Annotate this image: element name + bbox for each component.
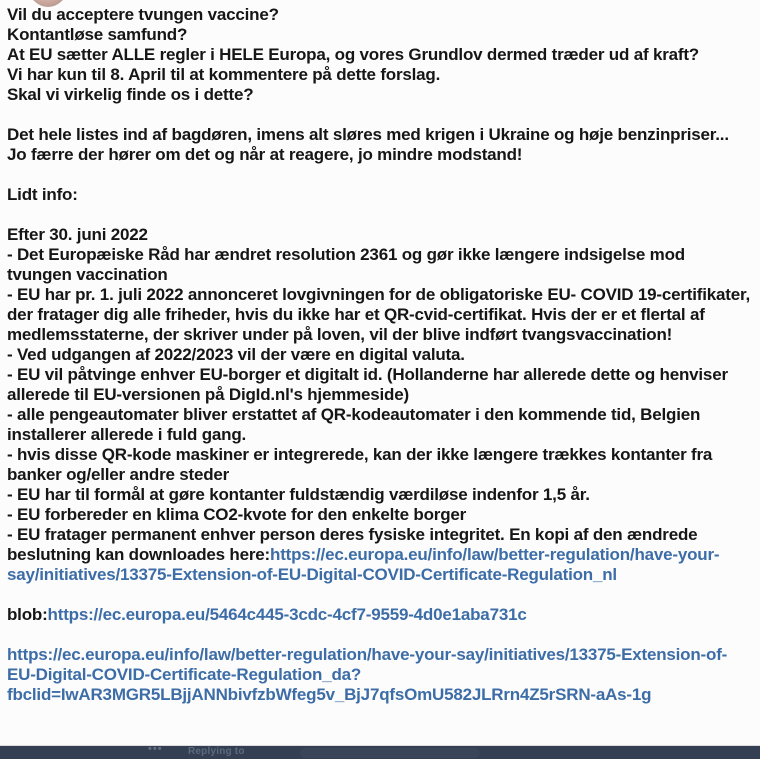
- post-link[interactable]: https://ec.europa.eu/info/law/better-regulation/have-your-say/initiatives/13375-Extension-of-EU-Digital-COVID-Certificate-Regulation_da?fbclid=IwAR3MGR5LBjjANNbivfzbWfeg5v_BjJ7qfsOmU582JLRrn4Z5rSRN-aAs-1g: [7, 645, 728, 704]
- post-link[interactable]: https://ec.europa.eu/5464c445-3cdc-4cf7-9559-4d0e1aba731c: [47, 605, 527, 624]
- blurred-username: [300, 748, 480, 758]
- post-line: [7, 365, 751, 405]
- post-text: Det hele listes ind af bagdøren, imens alt sløres med krigen i Ukraine og høje benzinpriser...: [7, 125, 729, 144]
- post-line: [7, 25, 751, 45]
- post-text: Kontantløse samfund?: [7, 25, 188, 44]
- post-line: [7, 245, 751, 285]
- post-line: [7, 645, 751, 705]
- blank-line: [7, 625, 751, 645]
- post-line: [7, 485, 751, 505]
- post-line: [7, 65, 751, 85]
- post-line: [7, 185, 751, 205]
- post-line: [7, 445, 751, 485]
- post-text: - EU fratager permanent enhver person deres fysiske integritet. En kopi af den ændrede beslutning kan downloades here:: [7, 525, 698, 564]
- post-text: - Ved udgangen af 2022/2023 vil der være en digital valuta.: [7, 345, 465, 364]
- post-line: [7, 345, 751, 365]
- post-text: - Det Europæiske Råd har ændret resolution 2361 og gør ikke længere indsigelse mod tvungen vaccination: [7, 245, 685, 284]
- post-text: - EU forbereder en klima CO2-kvote for den enkelte borger: [7, 505, 467, 524]
- post-text: - hvis disse QR-kode maskiner er integrerede, kan der ikke længere trækkes kontanter fra banker og/eller andre steder: [7, 445, 713, 484]
- post-line: [7, 505, 751, 525]
- blank-line: [7, 585, 751, 605]
- post-text: - EU vil påtvinge enhver EU-borger et digitalt id. (Hollanderne har allerede dette og henviser allerede til EU-versionen på DigId.nl's hjemmeside): [7, 365, 728, 404]
- post-line: [7, 125, 751, 145]
- post-text: Jo færre der hører om det og når at reagere, jo mindre modstand!: [7, 145, 523, 164]
- more-options-icon[interactable]: •••: [148, 745, 163, 755]
- post-text: At EU sætter ALLE regler i HELE Europa, og vores Grundlov dermed træder ud af kraft?: [7, 45, 699, 64]
- bottom-overlay-bar: [0, 745, 760, 759]
- replying-to-label: Replying to: [188, 746, 245, 757]
- post-text: blob:: [7, 605, 48, 624]
- post-line: [7, 145, 751, 165]
- post-line: [7, 85, 751, 105]
- post-text: - alle pengeautomater bliver erstattet af QR-kodeautomater i den kommende tid, Belgien installerer allerede i fuld gang.: [7, 405, 701, 444]
- blank-line: [7, 165, 751, 185]
- blank-line: [7, 105, 751, 125]
- post-line: [7, 45, 751, 65]
- post-text: Vi har kun til 8. April til at kommentere på dette forslag.: [7, 65, 441, 84]
- post-line: [7, 605, 751, 625]
- post-text: - EU har pr. 1. juli 2022 annonceret lovgivningen for de obligatoriske EU- COVID 19-certifikater, der fratager dig alle friheder, hvis du ikke har et QR-cvid-certifikat. Hvis der er et flertal af medlemsstaterne, der skriver under på loven, vil der blive indført tvangsvaccination!: [7, 285, 750, 344]
- post-line: [7, 285, 751, 345]
- post-line: [7, 5, 751, 25]
- post-text: Lidt info:: [7, 185, 78, 204]
- blank-line: [7, 205, 751, 225]
- post-line: [7, 405, 751, 445]
- post-link[interactable]: https://ec.europa.eu/info/law/better-regulation/have-your-say/initiatives/13375-Extension-of-EU-Digital-COVID-Certificate-Regulation_nl: [7, 545, 720, 584]
- post-line: [7, 225, 751, 245]
- post-text: Efter 30. juni 2022: [7, 225, 148, 244]
- post-body: [7, 5, 751, 705]
- post-text: Vil du acceptere tvungen vaccine?: [7, 5, 279, 24]
- post-text: - EU har til formål at gøre kontanter fuldstændig værdiløse indenfor 1,5 år.: [7, 485, 590, 504]
- post-text: Skal vi virkelig finde os i dette?: [7, 85, 254, 104]
- post-line: [7, 525, 751, 585]
